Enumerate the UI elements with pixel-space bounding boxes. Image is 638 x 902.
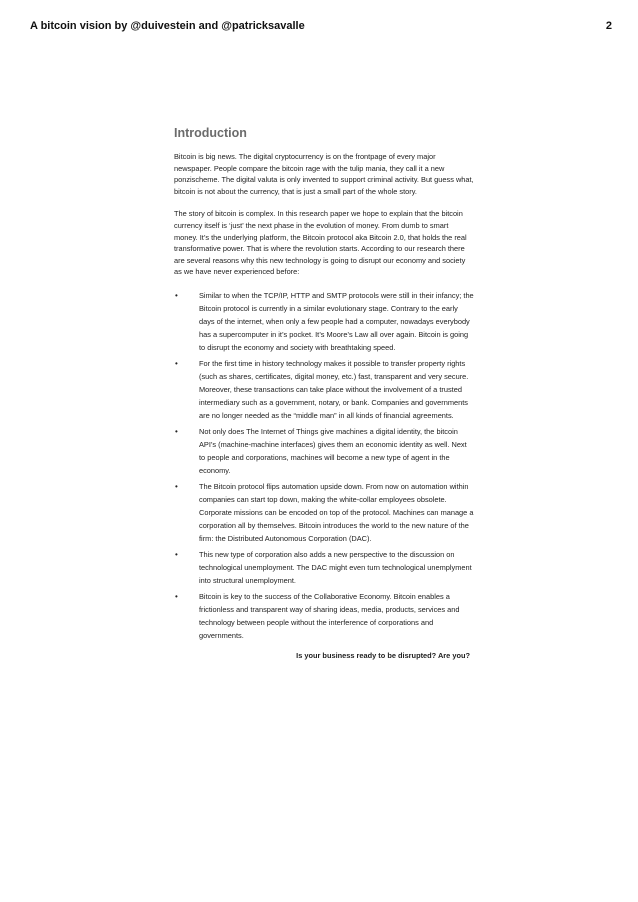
header-title: A bitcoin vision by @duivestein and @patricksavalle — [30, 20, 305, 32]
paragraph: The story of bitcoin is complex. In this research paper we hope to explain that the bitcoin currency itself is ‘just’ the next phase in the evolution of money. From dumb to smart money. It’s the underlying platform, the Bitcoin protocol aka Bitcoin 2.0, that holds the real transformative power. That is where the revolution starts. According to our research there are several reasons why this new technology is going to disrupt our economy and society as we have never experienced before: — [174, 209, 467, 277]
bullet-icon: • — [175, 426, 178, 436]
list-item-text: Not only does The Internet of Things give machines a digital identity, the bitcoin API’s (machine-machine interfaces) gives them an economic identity as well. Next to people and corporations, machines will become a new type of agent in the economy. — [199, 426, 467, 475]
bullet-icon: • — [175, 591, 178, 601]
bullet-icon: • — [175, 290, 178, 300]
list-item-text: Bitcoin is key to the success of the Collaborative Economy. Bitcoin enables a frictionless and transparent way of sharing ideas, media, products, services and technology between people without the interference of corporations and governments. — [199, 591, 460, 640]
list-item — [174, 480, 474, 545]
list-item-text: For the first time in history technology makes it possible to transfer property rights (such as shares, certificates, digital money, etc.) fast, transparent and very secure. Moreover, these transactions can take place without the involvement of a trusted intermediary such as a government, notary, or bank. Companies and governments are no longer needed as the “middle man” in all kinds of financial agreements. — [199, 358, 469, 420]
section-title: Introduction — [174, 126, 247, 140]
main-content — [174, 125, 474, 669]
closing-question: Is your business ready to be disrupted? Are you? — [296, 650, 470, 660]
bullet-list — [174, 289, 474, 642]
list-item-text: This new type of corporation also adds a new perspective to the discussion on technological unemployment. The DAC might even turn technological unemplyment into structural unemployment. — [199, 549, 472, 585]
page-header — [30, 18, 612, 34]
page-number: 2 — [605, 20, 612, 32]
list-item — [174, 425, 474, 477]
list-item — [174, 357, 474, 422]
paragraph: Bitcoin is big news. The digital cryptocurrency is on the frontpage of every major newspaper. People compare the bitcoin rage with the tulip mania, they call it a new ponzischeme. The digital valuta is only invented to support criminal activity. But guess what, bitcoin is not about the currency, that is just a small part of the whole story. — [174, 152, 474, 196]
bullet-icon: • — [175, 549, 178, 559]
bullet-icon: • — [175, 358, 178, 368]
list-item — [174, 548, 474, 587]
list-item-text: The Bitcoin protocol flips automation upside down. From now on automation within companies can start top down, making the white-collar employees obsolete. Corporate missions can be encoded on top of the protocol. Machines can manage a corporation all by themselves. Bitcoin introduces the world to the new nature of the firm: the Distributed Autonomous Corporation (DAC). — [199, 481, 474, 543]
list-item — [174, 289, 474, 354]
list-item-text: Similar to when the TCP/IP, HTTP and SMTP protocols were still in their infancy; the Bitcoin protocol is currently in a similar evolutionary stage. Contrary to the early days of the internet, when only a few people had a computer, nowadays everybody has a supercomputer in it’s pocket. It’s Moore’s Law all over again. Bitcoin is going to disrupt the economy and society with breathtaking speed. — [199, 290, 474, 352]
bullet-icon: • — [175, 481, 178, 491]
list-item — [174, 590, 474, 642]
